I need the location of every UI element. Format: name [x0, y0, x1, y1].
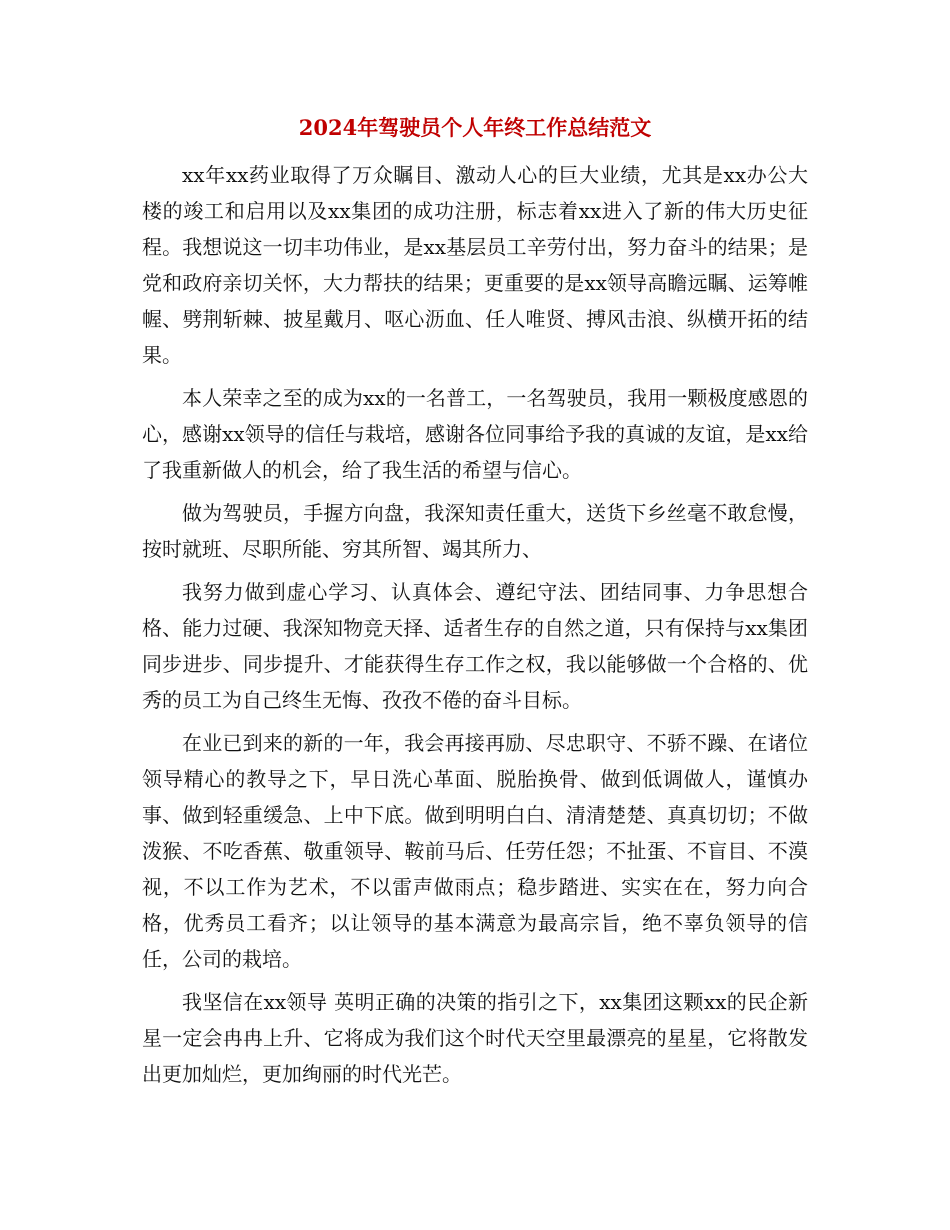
paragraph-3: 做为驾驶员，手握方向盘，我深知责任重大，送货下乡丝毫不敢怠慢，按时就班、尽职所能、穷其所智、竭其所力、	[142, 501, 808, 561]
paragraph-5: 在业已到来的新的一年，我会再接再励、尽忠职守、不骄不躁、在诸位领导精心的教导之下，早日洗心革面、脱胎换骨、做到低调做人，谨慎办事、做到轻重缓急、上中下底。做到明明白白、清清楚楚、真真切切；不做泼猴、不吃香蕉、敬重领导、鞍前马后、任劳任怨；不扯蛋、不盲目、不漠视，不以工作为艺术，不以雷声做雨点；稳步踏进、实实在在，努力向合格，优秀员工看齐；以让领导的基本满意为最高宗旨，绝不辜负领导的信任，公司的栽培。	[142, 731, 808, 971]
paragraph-1: xx年xx药业取得了万众瞩目、激动人心的巨大业绩，尤其是xx办公大楼的竣工和启用以及xx集团的成功注册，标志着xx进入了新的伟大历史征程。我想说这一切丰功伟业，是xx基层员工辛劳付出，努力奋斗的结果；是党和政府亲切关怀，大力帮扶的结果；更重要的是xx领导高瞻远瞩、运筹帷幄、劈荆斩棘、披星戴月、呕心沥血、任人唯贤、搏风击浪、纵横开拓的结果。	[142, 163, 808, 367]
paragraph-2: 本人荣幸之至的成为xx的一名普工，一名驾驶员，我用一颗极度感恩的心，感谢xx领导的信任与栽培，感谢各位同事给予我的真诚的友谊，是xx给了我重新做人的机会，给了我生活的希望与信心。	[142, 386, 808, 482]
paragraph-4: 我努力做到虚心学习、认真体会、遵纪守法、团结同事、力争思想合格、能力过硬、我深知物竞天择、适者生存的自然之道，只有保持与xx集团同步进步、同步提升、才能获得生存工作之权，我以能够做一个合格的、优秀的员工为自己终生无悔、孜孜不倦的奋斗目标。	[142, 580, 808, 712]
paragraph-6: 我坚信在xx领导 英明正确的决策的指引之下，xx集团这颗xx的民企新星一定会冉冉上升、它将成为我们这个时代天空里最漂亮的星星，它将散发出更加灿烂，更加绚丽的时代光芒。	[142, 990, 808, 1086]
document-body	[142, 157, 808, 1099]
document-title: 2024年驾驶员个人年终工作总结范文	[298, 115, 652, 140]
